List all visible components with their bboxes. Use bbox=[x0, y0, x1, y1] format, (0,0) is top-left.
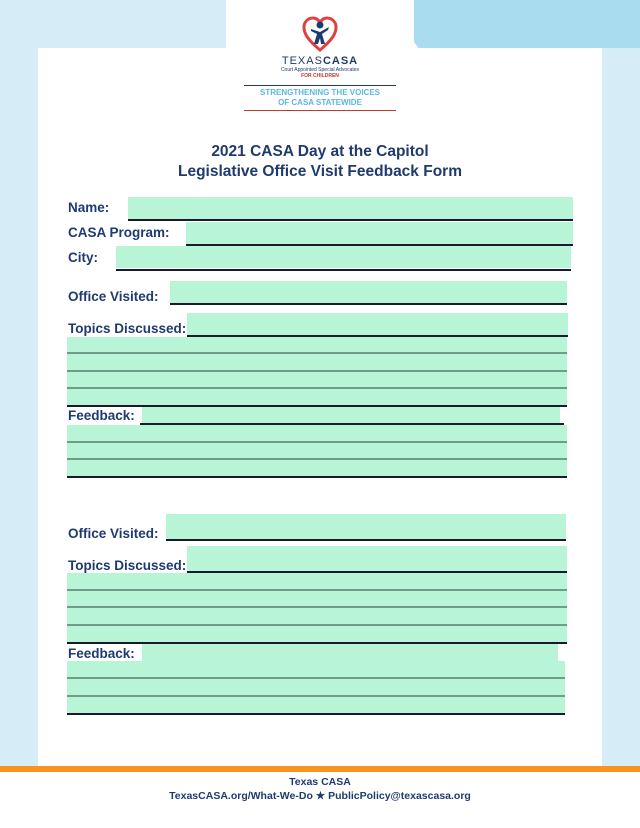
topics-first-line-field-1[interactable] bbox=[187, 313, 568, 335]
topics-textarea-2[interactable] bbox=[67, 573, 567, 642]
feedback-textarea-2[interactable] bbox=[67, 661, 565, 713]
topics-rule bbox=[67, 624, 567, 626]
feedback-textarea-1[interactable] bbox=[67, 425, 567, 476]
logo-wordmark: TEXASCASA bbox=[281, 55, 359, 67]
city-underline bbox=[116, 269, 571, 271]
page-title: 2021 CASA Day at the Capitol bbox=[211, 143, 429, 160]
topics-label-2: Topics Discussed: bbox=[68, 558, 187, 573]
feedback-rule bbox=[67, 458, 567, 460]
page-subtitle: Legislative Office Visit Feedback Form bbox=[178, 163, 462, 180]
office-visited-underline-1 bbox=[170, 303, 567, 305]
topics-first-line-field-2[interactable] bbox=[187, 546, 567, 571]
feedback-rule bbox=[67, 476, 567, 478]
background-top-left bbox=[0, 0, 230, 48]
logo-subtitle-2: FOR CHILDREN bbox=[301, 73, 339, 79]
office-visited-field-2[interactable] bbox=[166, 514, 566, 539]
background-right-band bbox=[602, 48, 640, 770]
tagline: STRENGTHENING THE VOICES OF CASA STATEWIDE bbox=[244, 85, 396, 111]
topics-label-1: Topics Discussed: bbox=[68, 321, 187, 336]
heart-figure-icon bbox=[300, 14, 340, 54]
feedback-rule bbox=[67, 441, 567, 443]
footer-contact: TexasCASA.org/What-We-Do ★ PublicPolicy@texascasa.org bbox=[169, 790, 471, 802]
footer-org: Texas CASA bbox=[289, 776, 351, 788]
office-visited-label-2: Office Visited: bbox=[68, 526, 159, 541]
topics-textarea-1[interactable] bbox=[67, 337, 567, 406]
feedback-label-1: Feedback: bbox=[68, 408, 135, 423]
program-field[interactable] bbox=[186, 222, 573, 244]
texas-casa-logo bbox=[247, 14, 393, 79]
topics-rule bbox=[67, 606, 567, 608]
office-visited-label-1: Office Visited: bbox=[68, 289, 159, 304]
office-visited-underline-2 bbox=[166, 539, 566, 541]
city-field[interactable] bbox=[116, 246, 571, 268]
name-label: Name: bbox=[68, 200, 110, 215]
name-underline bbox=[128, 219, 573, 221]
feedback-first-line-field-2[interactable] bbox=[142, 644, 558, 661]
feedback-rule bbox=[67, 695, 565, 697]
feedback-rule bbox=[67, 677, 565, 679]
feedback-label-2: Feedback: bbox=[68, 646, 135, 661]
topics-rule bbox=[67, 352, 567, 354]
topics-rule bbox=[67, 589, 567, 591]
feedback-rule bbox=[67, 713, 565, 715]
feedback-first-line-field-1[interactable] bbox=[142, 407, 560, 423]
logo-subtitle: Court Appointed Special Advocates bbox=[280, 67, 360, 73]
topics-rule bbox=[67, 370, 567, 372]
city-label: City: bbox=[68, 250, 98, 265]
name-field[interactable] bbox=[128, 197, 573, 219]
office-visited-field-1[interactable] bbox=[170, 281, 567, 303]
background-left-band bbox=[0, 0, 38, 770]
program-label: CASA Program: bbox=[68, 225, 170, 240]
topics-rule bbox=[67, 387, 567, 389]
